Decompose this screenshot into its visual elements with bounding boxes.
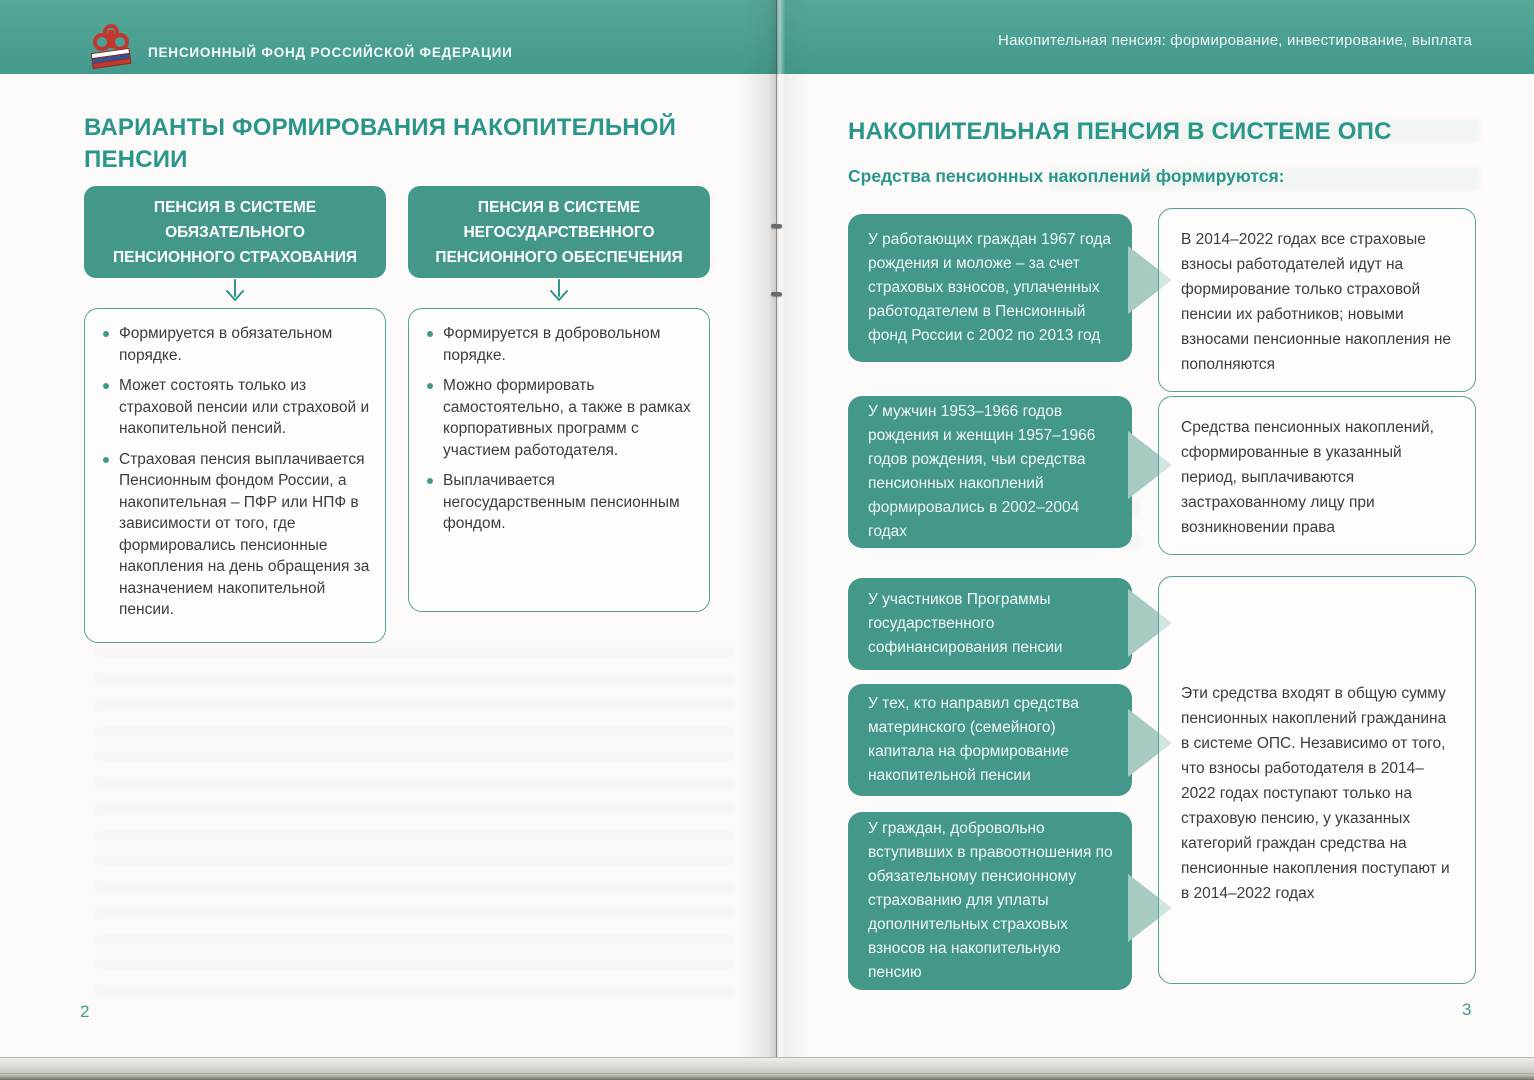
right-page-title: НАКОПИТЕЛЬНАЯ ПЕНСИЯ В СИСТЕМЕ ОПС xyxy=(848,118,1392,145)
page-edge-strip xyxy=(0,1057,1534,1080)
list-item xyxy=(421,375,695,461)
header-left xyxy=(88,22,513,75)
left-page-title: ВАРИАНТЫ ФОРМИРОВАНИЯ НАКОПИТЕЛЬНОЙ ПЕНСИИ xyxy=(84,114,677,173)
result-box-total-savings: Эти средства входят в общую сумму пенсионных накоплений гражданина в системе ОПС. Независимо от того, что взносы работодателя в 2014–2022 годах поступают только на страховую пенсию, у указанных категорий граждан средства на пенсионные накопления поступают и в 2014–2022 годах xyxy=(1158,576,1476,984)
bullet-icon xyxy=(427,331,433,337)
list-item xyxy=(97,449,371,621)
bullet-text: Страховая пенсия выплачивается Пенсионным фондом России, а накопительная – ПФР или НПФ в зависимости от того, где формировались пенсионные накопления на день обращения за назначением накопительной пенсии. xyxy=(119,450,370,618)
list-item xyxy=(421,470,695,535)
bullet-text: Выплачивается негосударственным пенсионным фондом. xyxy=(443,472,680,532)
bullet-text: Формируется в обязательном порядке. xyxy=(119,325,333,364)
bullet-icon xyxy=(427,478,433,484)
down-arrow-icon xyxy=(546,279,572,305)
staple xyxy=(771,292,782,297)
flow-header-ops: ПЕНСИЯ В СИСТЕМЕ ОБЯЗАТЕЛЬНОГО ПЕНСИОННОГО СТРАХОВАНИЯ xyxy=(84,186,386,278)
list-item xyxy=(421,323,695,366)
npo-details-box xyxy=(408,308,710,612)
bullet-icon xyxy=(103,383,109,389)
flow-header-npo: ПЕНСИЯ В СИСТЕМЕ НЕГОСУДАРСТВЕННОГО ПЕНСИОННОГО ОБЕСПЕЧЕНИЯ xyxy=(408,186,710,278)
spine-fold xyxy=(742,0,812,1080)
page-number-right: 3 xyxy=(1462,1000,1472,1019)
spine-fold-line xyxy=(776,0,777,1080)
list-item xyxy=(97,375,371,440)
source-box-men-women-1953-1966: У мужчин 1953–1966 годов рождения и женщин 1957–1966 годов рождения, чьи средства пенсионных накоплений формировались в 2002–2004 годах xyxy=(848,396,1132,548)
bullet-icon xyxy=(427,383,433,389)
bullet-text: Формируется в добровольном порядке. xyxy=(443,325,661,364)
result-box-2014-2022: В 2014–2022 годах все страховые взносы работодателей идут на формирование только страховой пенсии их работников; новыми взносами пенсионные накопления не пополняются xyxy=(1158,208,1476,392)
showthrough-artifact xyxy=(95,648,735,998)
source-box-workers-1967: У работающих граждан 1967 года рождения и моложе – за счет страховых взносов, уплаченных работодателем в Пенсионный фонд России с 2002 по 2013 год xyxy=(848,214,1132,362)
booklet-title: Накопительная пенсия: формирование, инвестирование, выплата xyxy=(998,32,1472,49)
org-name: ПЕНСИОННЫЙ ФОНД РОССИЙСКОЙ ФЕДЕРАЦИИ xyxy=(148,45,513,60)
right-page-subtitle: Средства пенсионных накоплений формируются: xyxy=(848,166,1285,186)
result-box-payout-right: Средства пенсионных накоплений, сформированные в указанный период, выплачиваются застрахованному лицу при возникновении права xyxy=(1158,396,1476,555)
bullet-icon xyxy=(103,331,109,337)
bullet-icon xyxy=(103,457,109,463)
list-item xyxy=(97,323,371,366)
source-box-cofinancing: У участников Программы государственного софинансирования пенсии xyxy=(848,578,1132,670)
source-box-voluntary-contributions: У граждан, добровольно вступивших в правоотношения по обязательному пенсионному страхованию для уплаты дополнительных страховых взносов на накопительную пенсию xyxy=(848,812,1132,990)
bullet-text: Можно формировать самостоятельно, а также в рамках корпоративных программ с участием работодателя. xyxy=(443,377,691,459)
page-number-left: 2 xyxy=(80,1002,90,1021)
staple xyxy=(771,224,782,229)
source-box-maternity-capital: У тех, кто направил средства материнского (семейного) капитала на формирование накопительной пенсии xyxy=(848,684,1132,796)
pfr-logo-icon xyxy=(88,22,134,75)
down-arrow-icon xyxy=(222,279,248,305)
bullet-text: Может состоять только из страховой пенсии или страховой и накопительной пенсий. xyxy=(119,377,370,437)
ops-details-box xyxy=(84,308,386,643)
page-edge-line xyxy=(0,1073,1534,1074)
